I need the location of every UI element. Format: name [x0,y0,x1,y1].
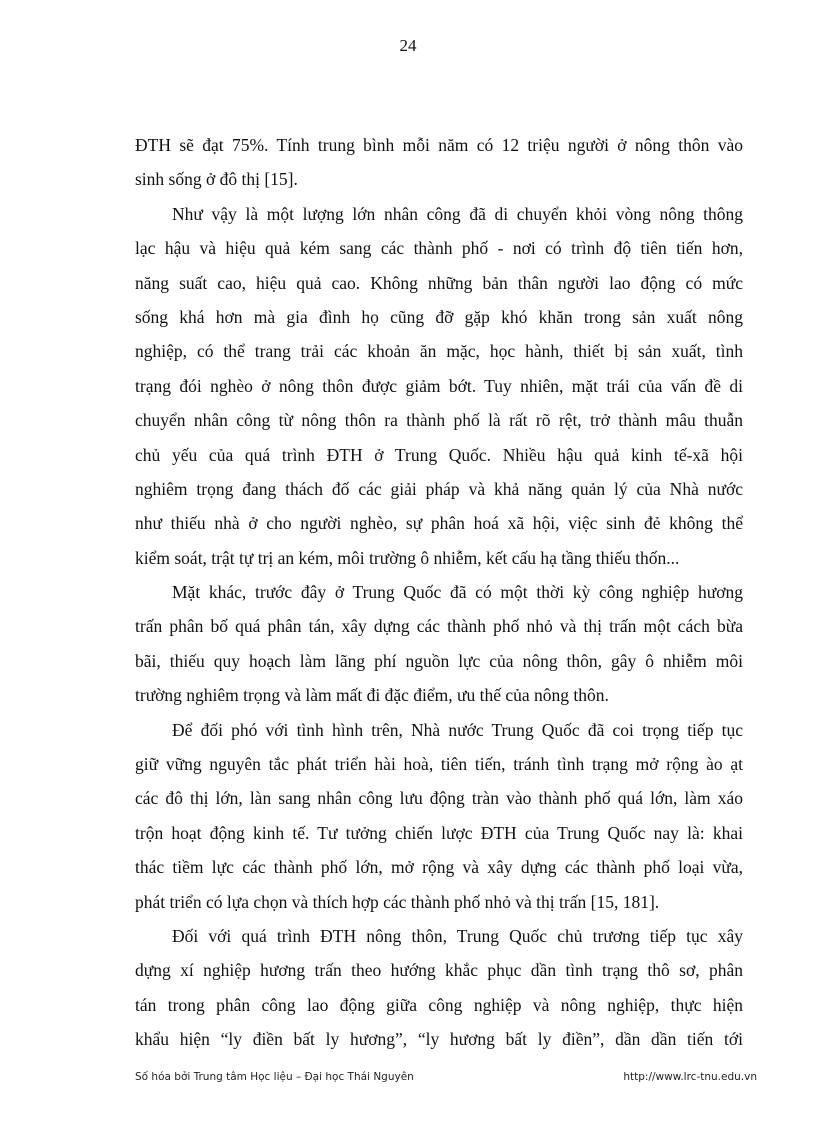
text-line: năng suất cao, hiệu quả cao. Không những bản thân người lao động có mức [135,272,743,293]
text-line: sinh sống ở đô thị [15]. [135,169,298,190]
body-text [135,128,743,1057]
footer-url[interactable]: http://www.lrc-tnu.edu.vn [623,1071,757,1083]
text-line: như thiếu nhà ở cho người nghèo, sự phân hoá xã hội, việc sinh đẻ không thể [135,513,743,534]
text-line: giữ vững nguyên tắc phát triển hài hoà, tiên tiến, tránh tình trạng mở rộng ào ạt [135,754,743,775]
footer [135,1071,757,1087]
text-line: các đô thị lớn, làn sang nhân công lưu động tràn vào thành phố quá lớn, làm xáo [135,788,743,809]
text-line: trộn hoạt động kinh tế. Tư tưởng chiến lược ĐTH của Trung Quốc nay là: khai [135,822,743,843]
footer-source: Số hóa bởi Trung tâm Học liệu – Đại học Thái Nguyên [135,1071,414,1083]
text-line: khẩu hiện “ly điền bất ly hương”, “ly hương bất ly điền”, dần dần tiến tới [135,1029,743,1050]
paragraph [135,128,743,197]
text-line: Như vậy là một lượng lớn nhân công đã di chuyển khỏi vòng nông thông [172,203,743,224]
text-line: Mặt khác, trước đây ở Trung Quốc đã có một thời kỳ công nghiệp hương [172,582,743,603]
text-line: trấn phân bố quá phân tán, xây dựng các thành phố nhỏ và thị trấn một cách bừa [135,616,743,637]
text-line: kiểm soát, trật tự trị an kém, môi trường ô nhiễm, kết cấu hạ tầng thiếu thốn... [135,547,680,568]
text-line: Đối với quá trình ĐTH nông thôn, Trung Quốc chủ trương tiếp tục xây [172,925,743,946]
text-line: nghiệp, có thể trang trải các khoản ăn mặc, học hành, thiết bị sản xuất, tình [135,341,743,362]
text-line: trường nghiêm trọng và làm mất đi đặc điểm, ưu thế của nông thôn. [135,685,609,706]
text-line: bãi, thiếu quy hoạch làm lãng phí nguồn lực của nông thôn, gây ô nhiễm môi [135,650,743,671]
paragraph [135,197,743,575]
text-line: dựng xí nghiệp hương trấn theo hướng khắc phục dần tình trạng thô sơ, phân [135,960,743,981]
text-line: Để đối phó với tình hình trên, Nhà nước Trung Quốc đã coi trọng tiếp tục [172,719,743,740]
page-number: 24 [399,36,417,55]
text-line: phát triển có lựa chọn và thích hợp các thành phố nhỏ và thị trấn [15, 181]. [135,891,660,912]
paragraph [135,713,743,919]
text-line: chuyển nhân công từ nông thôn ra thành phố là rất rõ rệt, trở thành mâu thuẫn [135,410,743,431]
text-line: chủ yếu của quá trình ĐTH ở Trung Quốc. Nhiều hậu quả kinh tế-xã hội [135,444,743,465]
text-line: lạc hậu và hiệu quả kém sang các thành phố - nơi có trình độ tiên tiến hơn, [135,238,743,259]
paragraph [135,919,743,1057]
text-line: trạng đói nghèo ở nông thôn được giảm bớt. Tuy nhiên, mặt trái của vấn đề di [135,375,743,396]
text-line: nghiêm trọng đang thách đố các giải pháp và khả năng quản lý của Nhà nước [135,478,743,499]
text-line: ĐTH sẽ đạt 75%. Tính trung bình mỗi năm có 12 triệu người ở nông thôn vào [135,135,743,155]
text-line: sống khá hơn mà gia đình họ cũng đỡ gặp khó khăn trong sản xuất nông [135,306,743,327]
text-line: tán trong phân công lao động giữa công nghiệp và nông nghiệp, thực hiện [135,994,743,1015]
text-line: thác tiềm lực các thành phố lớn, mở rộng và xây dựng các thành phố loại vừa, [135,857,743,878]
paragraph [135,575,743,713]
